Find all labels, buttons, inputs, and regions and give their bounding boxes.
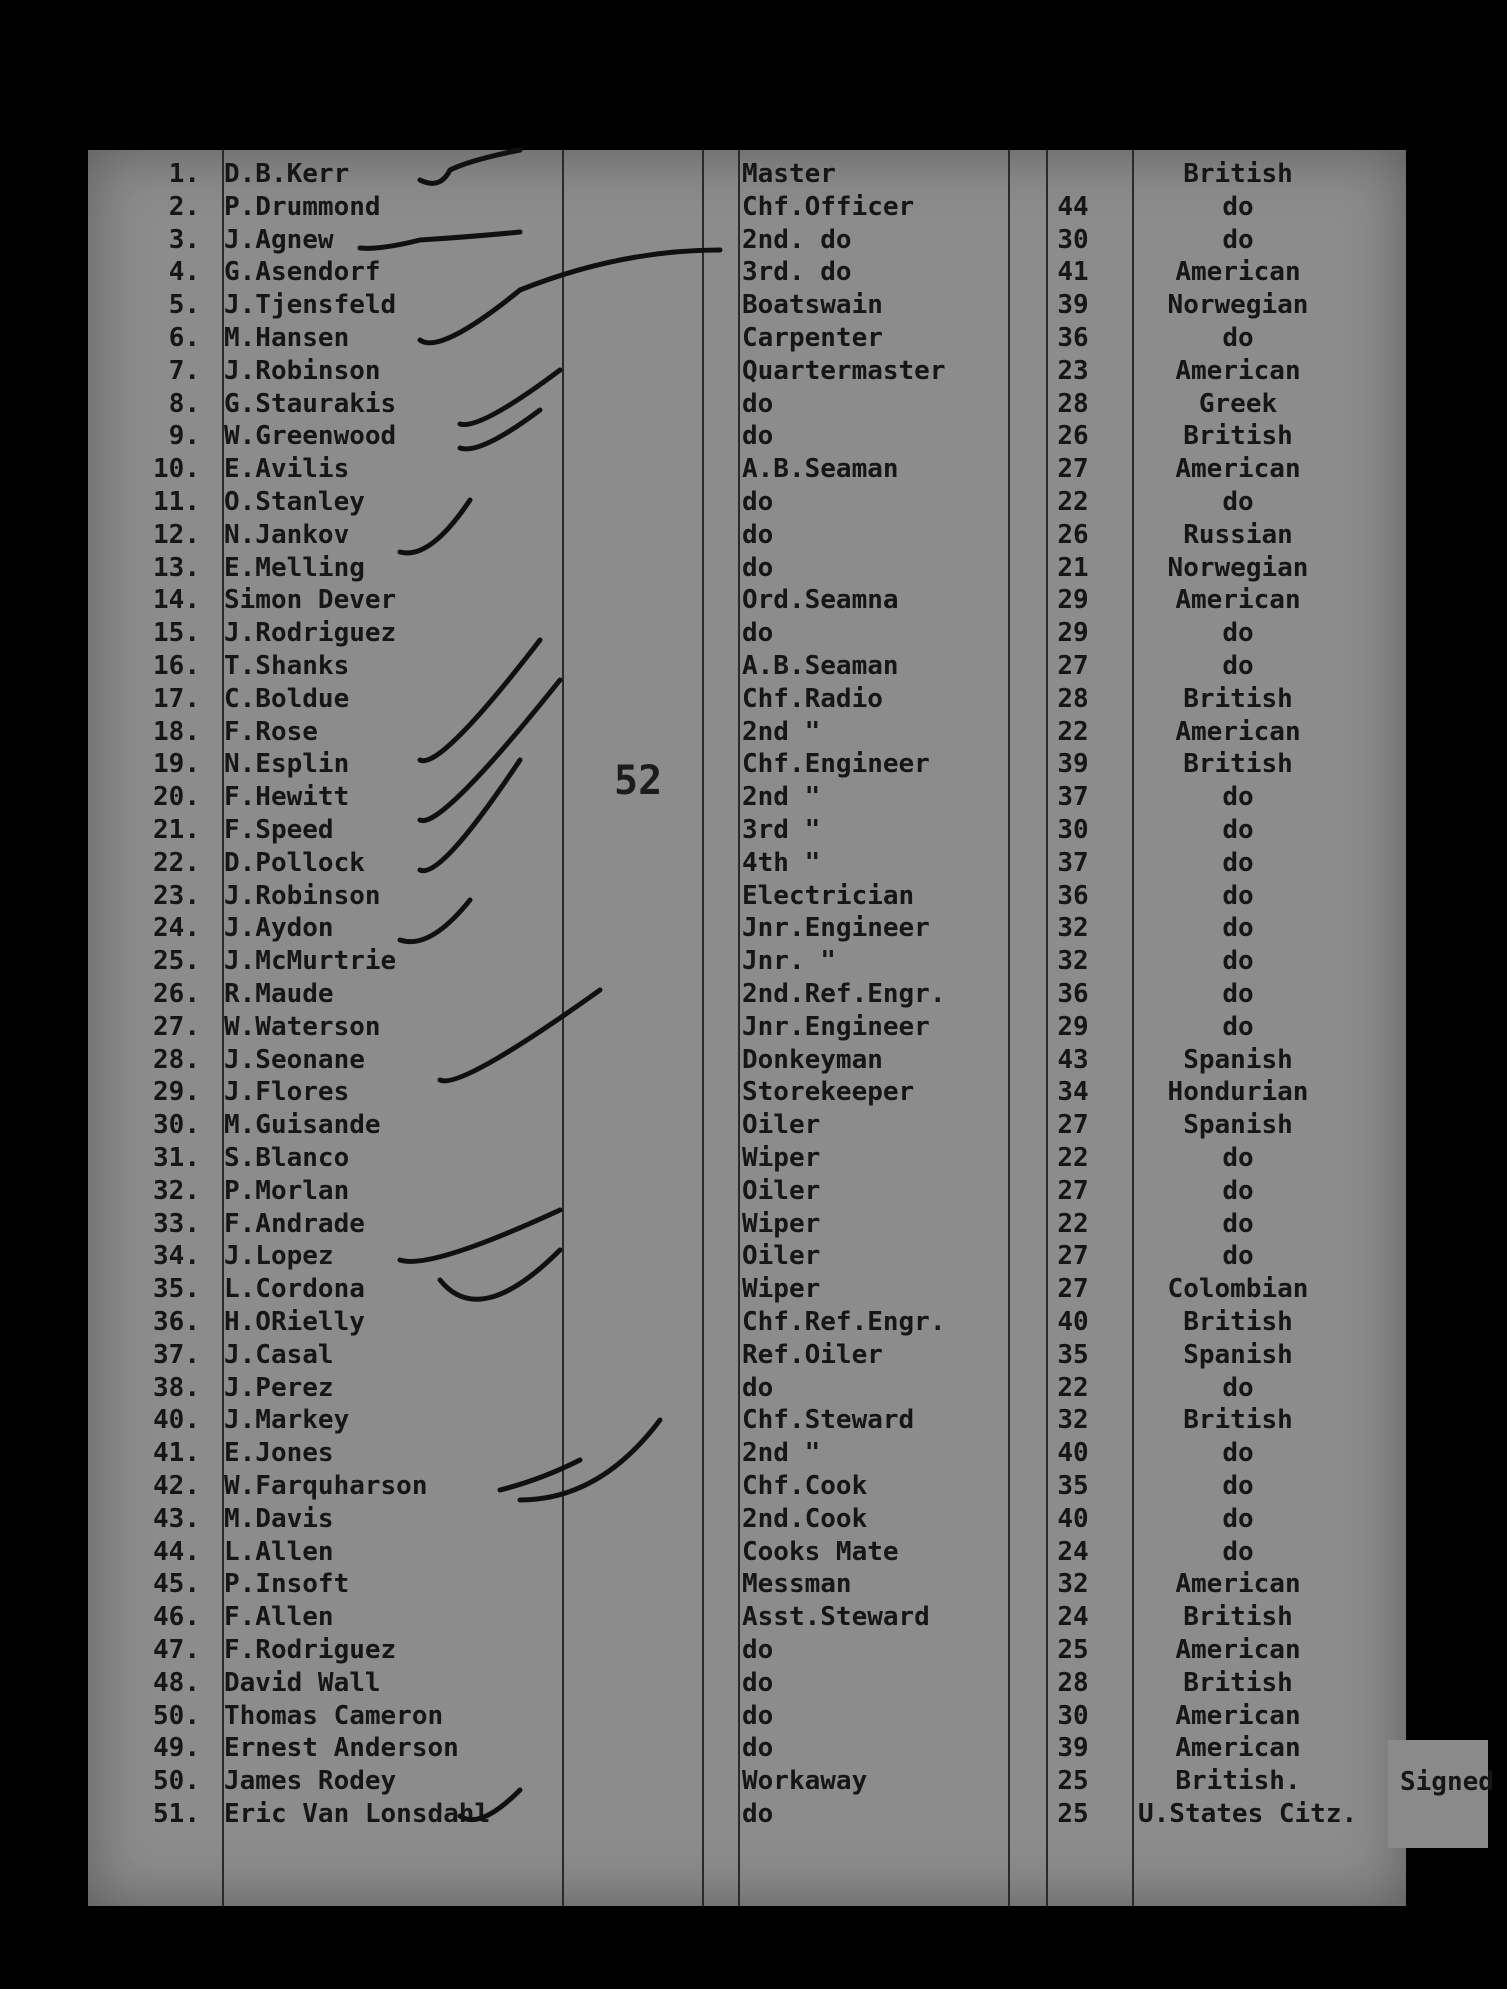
crew-age: 29 [1057,618,1089,649]
crew-name: E.Melling [224,552,365,583]
crew-name: James Rodey [224,1766,397,1797]
crew-rank: do [742,421,774,452]
crew-rank: Ref.Oiler [742,1339,883,1370]
crew-nationality: Norwegian [1167,290,1309,321]
crew-nationality: British [1183,159,1293,189]
crew-nationality: Hondurian [1167,1077,1309,1108]
row-number: 50. [153,1766,200,1797]
crew-nationality: British [1183,1602,1293,1633]
crew-name: N.Jankov [224,519,350,550]
crew-rank: 2nd.Cook [742,1503,868,1534]
row-number: 40. [153,1405,200,1436]
crew-nationality: American [1175,355,1301,386]
crew-name: E.Avilis [224,454,350,485]
row-number: 8. [168,388,200,419]
crew-rank: do [742,388,774,419]
crew-name: J.Tjensfeld [224,290,397,321]
crew-nationality: do [1222,979,1254,1009]
row-number: 34. [153,1241,200,1272]
row-number: 29. [153,1077,200,1108]
row-number: 7. [168,355,200,386]
row-number: 32. [153,1175,200,1206]
row-number: 33. [153,1208,200,1239]
crew-name: F.Allen [224,1602,334,1633]
crew-nationality: American [1175,257,1301,288]
crew-nationality: do [1222,1438,1254,1469]
crew-age: 28 [1057,1667,1089,1698]
crew-age: 30 [1057,815,1089,845]
crew-rank: Boatswain [742,290,883,321]
crew-name: D.Pollock [224,847,365,878]
crew-nationality: U.States Citz. [1138,1799,1358,1829]
crew-age: 27 [1057,1110,1089,1141]
crew-rank: 2nd.Ref.Engr. [742,979,946,1009]
crew-rank: Jnr. " [742,946,836,977]
row-number: 3. [168,224,200,255]
crew-nationality: Colombian [1167,1274,1309,1305]
crew-age: 28 [1057,683,1089,714]
crew-nationality: do [1222,847,1254,878]
crew-name: F.Andrade [224,1208,365,1239]
crew-rank: Chf.Cook [742,1471,868,1501]
crew-rank: 2nd " [742,716,821,747]
row-number: 38. [153,1372,200,1403]
crew-nationality: British [1183,1667,1293,1698]
row-number: 21. [153,815,200,845]
check-mark-icon [420,250,720,343]
crew-age: 27 [1057,1175,1089,1206]
row-number: 13. [153,552,200,583]
row-number: 27. [153,1011,200,1042]
crew-age: 22 [1057,1208,1089,1239]
crew-nationality: American [1175,585,1301,616]
crew-age: 36 [1057,979,1089,1009]
crew-rank: do [742,1799,774,1829]
crew-rank: A.B.Seaman [742,651,899,681]
crew-name: G.Asendorf [224,257,381,288]
row-number: 1. [168,159,200,189]
crew-name: J.Rodriguez [224,618,397,649]
crew-name: J.Perez [224,1372,334,1403]
crew-rank: do [742,1635,774,1665]
row-number: 36. [153,1307,200,1337]
crew-rank: 4th " [742,847,821,878]
row-number: 25. [153,946,200,977]
crew-nationality: Spanish [1183,1110,1293,1141]
crew-age: 39 [1057,290,1089,321]
row-number: 26. [153,979,200,1009]
crew-name: G.Staurakis [224,388,397,419]
crew-name: F.Hewitt [224,782,350,813]
row-number: 11. [153,487,200,517]
check-mark-icon [420,150,520,183]
crew-name: M.Hansen [224,323,350,353]
crew-nationality: British [1183,1405,1293,1436]
crew-name: T.Shanks [224,651,350,681]
crew-name: J.Casal [224,1339,334,1370]
crew-name: L.Allen [224,1536,334,1567]
stamp-number: 52 [614,758,663,804]
check-mark-icon [440,990,600,1081]
crew-nationality: do [1222,323,1254,353]
crew-nationality: do [1222,1372,1254,1403]
crew-name: F.Rose [224,716,318,747]
crew-age: 30 [1057,224,1089,255]
crew-age: 39 [1057,1733,1089,1764]
crew-age: 22 [1057,1372,1089,1403]
row-number: 6. [168,323,200,353]
crew-rank: do [742,1700,774,1731]
row-number: 42. [153,1471,200,1501]
crew-age: 44 [1057,191,1089,222]
crew-name: M.Guisande [224,1110,381,1141]
crew-rank: Chf.Officer [742,191,915,222]
crew-name: J.Robinson [224,355,381,386]
crew-rank: Quartermaster [742,355,946,386]
crew-rank: Wiper [742,1208,821,1239]
crew-nationality: do [1222,913,1254,944]
crew-name: W.Greenwood [224,421,397,452]
crew-rank: do [742,618,774,649]
crew-nationality: do [1222,946,1254,977]
crew-name: J.Agnew [224,224,334,255]
crew-name: C.Boldue [224,683,350,714]
check-mark-icon [400,900,470,942]
crew-rank: Chf.Steward [742,1405,915,1436]
check-mark-icon [520,1420,660,1500]
crew-age: 22 [1057,716,1089,747]
crew-nationality: do [1222,815,1254,845]
crew-age: 25 [1057,1799,1089,1829]
crew-name: J.Robinson [224,880,381,911]
row-number: 14. [153,585,200,616]
crew-name: J.McMurtrie [224,946,397,977]
crew-name: Simon Dever [224,585,397,616]
row-number: 24. [153,913,200,944]
crew-name: Thomas Cameron [224,1700,444,1731]
crew-name: D.B.Kerr [224,159,350,189]
crew-name: J.Flores [224,1077,350,1108]
crew-rank: Workaway [742,1766,868,1797]
row-number: 9. [168,421,200,452]
crew-name: J.Aydon [224,913,334,944]
row-number: 47. [153,1635,200,1665]
crew-rank: Oiler [742,1110,821,1141]
crew-age: 24 [1057,1536,1089,1567]
crew-age: 41 [1057,257,1089,288]
crew-age: 43 [1057,1044,1089,1075]
row-number: 12. [153,519,200,550]
crew-nationality: do [1222,1208,1254,1239]
row-number: 17. [153,683,200,714]
crew-rank: 2nd " [742,1438,821,1469]
row-number: 49. [153,1733,200,1764]
crew-rank: Storekeeper [742,1077,915,1108]
crew-name: F.Rodriguez [224,1635,397,1665]
crew-age: 36 [1057,323,1089,353]
crew-nationality: Norwegian [1167,552,1309,583]
row-number: 31. [153,1143,200,1173]
row-number: 15. [153,618,200,649]
crew-age: 32 [1057,1569,1089,1600]
crew-age: 40 [1057,1307,1089,1337]
crew-rank: do [742,519,774,550]
row-number: 23. [153,880,200,911]
crew-nationality: Spanish [1183,1044,1293,1075]
check-mark-icon [460,1790,520,1820]
crew-name: P.Morlan [224,1175,350,1206]
crew-age: 29 [1057,585,1089,616]
row-number: 2. [168,191,200,222]
crew-age: 40 [1057,1438,1089,1469]
crew-rank: do [742,1733,774,1764]
crew-age: 27 [1057,454,1089,485]
row-number: 50. [153,1700,200,1731]
crew-age: 27 [1057,651,1089,681]
crew-rank: 2nd. do [742,224,852,255]
crew-name: J.Lopez [224,1241,334,1272]
crew-nationality: do [1222,1241,1254,1272]
crew-age: 28 [1057,388,1089,419]
crew-rank: 3rd " [742,815,821,845]
check-mark-icon [500,1460,580,1490]
crew-age: 26 [1057,519,1089,550]
check-mark-icon [400,500,470,553]
crew-age: 27 [1057,1241,1089,1272]
crew-rank: Messman [742,1569,852,1600]
row-number: 18. [153,716,200,747]
crew-name: P.Drummond [224,191,381,222]
crew-rank: do [742,552,774,583]
crew-age: 29 [1057,1011,1089,1042]
crew-name: Ernest Anderson [224,1733,459,1764]
crew-nationality: do [1222,1536,1254,1567]
row-number: 10. [153,454,200,485]
crew-name: N.Esplin [224,749,350,780]
crew-nationality: do [1222,1503,1254,1534]
crew-nationality: American [1175,1700,1301,1731]
crew-rank: Oiler [742,1175,821,1206]
crew-rank: Asst.Steward [742,1602,930,1633]
crew-nationality: do [1222,782,1254,813]
crew-name: L.Cordona [224,1274,365,1305]
crew-nationality: do [1222,1011,1254,1042]
crew-rank: 3rd. do [742,257,852,288]
crew-age: 32 [1057,913,1089,944]
crew-name: H.ORielly [224,1307,365,1337]
row-number: 16. [153,651,200,681]
crew-nationality: British [1183,1307,1293,1337]
crew-nationality: British [1183,749,1293,780]
crew-age: 35 [1057,1339,1089,1370]
check-mark-icon [360,232,520,248]
crew-nationality: do [1222,487,1254,517]
crew-nationality: do [1222,1471,1254,1501]
crew-name: David Wall [224,1667,381,1698]
crew-nationality: British [1183,683,1293,714]
row-number: 44. [153,1536,200,1567]
crew-rank: A.B.Seaman [742,454,899,485]
crew-name: P.Insoft [224,1569,350,1600]
crew-age: 39 [1057,749,1089,780]
crew-rank: do [742,1667,774,1698]
crew-rank: 2nd " [742,782,821,813]
row-number: 22. [153,847,200,878]
row-number: 20. [153,782,200,813]
check-mark-icon [460,410,540,449]
crew-rank: Jnr.Engineer [742,1011,930,1042]
row-number: 45. [153,1569,200,1600]
crew-name: W.Farquharson [224,1471,428,1501]
crew-rank: Cooks Mate [742,1536,899,1567]
crew-nationality: American [1175,1635,1301,1665]
row-number: 19. [153,749,200,780]
crew-nationality: do [1222,651,1254,681]
row-number: 5. [168,290,200,321]
crew-age: 25 [1057,1635,1089,1665]
crew-nationality: Greek [1198,388,1278,419]
crew-nationality: do [1222,618,1254,649]
check-mark-icon [440,1250,560,1299]
row-number: 46. [153,1602,200,1633]
crew-nationality: do [1222,1143,1254,1173]
crew-rank: Ord.Seamna [742,585,899,616]
crew-age: 37 [1057,782,1089,813]
crew-nationality: American [1175,1569,1301,1600]
crew-nationality: do [1222,191,1254,222]
crew-nationality: do [1222,880,1254,911]
row-number: 35. [153,1274,200,1305]
crew-nationality: British [1183,421,1293,452]
crew-nationality: do [1222,1175,1254,1206]
crew-age: 30 [1057,1700,1089,1731]
crew-name: O.Stanley [224,487,365,517]
crew-rank: Electrician [742,880,915,911]
crew-rank: Chf.Radio [742,683,883,714]
crew-name: J.Seonane [224,1044,365,1075]
crew-name: J.Markey [224,1405,350,1436]
crew-nationality: American [1175,1733,1301,1764]
footnote-text: Signed [1400,1767,1494,1797]
crew-rank: Chf.Ref.Engr. [742,1307,946,1337]
crew-age: 22 [1057,487,1089,517]
crew-rank: Jnr.Engineer [742,913,930,944]
crew-nationality: do [1222,224,1254,255]
crew-age: 26 [1057,421,1089,452]
crew-nationality: British. [1175,1766,1301,1797]
crew-name: E.Jones [224,1438,334,1469]
crew-name: M.Davis [224,1503,334,1534]
crew-age: 21 [1057,552,1089,583]
crew-age: 22 [1057,1143,1089,1173]
crew-name: F.Speed [224,815,334,845]
check-mark-icon [420,640,540,761]
crew-rank: Wiper [742,1143,821,1173]
crew-nationality: Spanish [1183,1339,1293,1370]
row-number: 4. [168,257,200,288]
row-number: 48. [153,1667,200,1698]
crew-age: 36 [1057,880,1089,911]
crew-rank: Oiler [742,1241,821,1272]
crew-name: R.Maude [224,979,334,1009]
crew-rank: Master [742,159,836,189]
crew-age: 37 [1057,847,1089,878]
row-number: 30. [153,1110,200,1141]
crew-age: 32 [1057,946,1089,977]
row-number: 51. [153,1799,200,1829]
crew-age: 32 [1057,1405,1089,1436]
crew-rank: do [742,1372,774,1403]
crew-nationality: Russian [1183,519,1293,550]
row-number: 41. [153,1438,200,1469]
crew-nationality: American [1175,454,1301,485]
crew-name: Eric Van Lonsdahl [224,1799,491,1829]
crew-rank: do [742,487,774,517]
crew-nationality: American [1175,716,1301,747]
crew-rank: Wiper [742,1274,821,1305]
crew-name: S.Blanco [224,1143,350,1173]
crew-rank: Donkeyman [742,1044,883,1075]
check-mark-icon [460,370,560,425]
crew-age: 24 [1057,1602,1089,1633]
crew-age: 25 [1057,1766,1089,1797]
crew-age: 27 [1057,1274,1089,1305]
row-number: 43. [153,1503,200,1534]
crew-age: 35 [1057,1471,1089,1501]
crew-age: 34 [1057,1077,1089,1108]
crew-age: 40 [1057,1503,1089,1534]
check-mark-icon [400,1210,560,1261]
crew-age: 23 [1057,355,1089,386]
crew-rank: Carpenter [742,323,883,353]
crew-rank: Chf.Engineer [742,749,930,780]
crew-name: W.Waterson [224,1011,381,1042]
row-number: 37. [153,1339,200,1370]
row-number: 28. [153,1044,200,1075]
